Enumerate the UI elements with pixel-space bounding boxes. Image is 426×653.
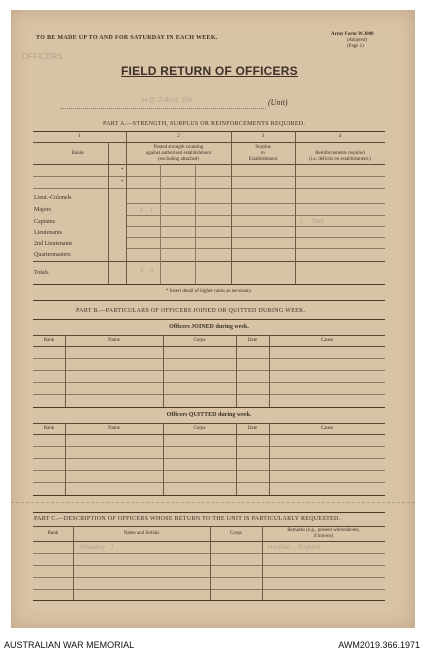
form-title: FIELD RETURN OF OFFICERS bbox=[121, 64, 298, 78]
col-surplus-line1: Surplus bbox=[255, 145, 271, 150]
part-a-row-1 bbox=[33, 176, 385, 177]
unit-line bbox=[60, 108, 266, 109]
rank-lieutenants: Lieutenants bbox=[34, 230, 62, 236]
handwriting-figures-3: 3 3 bbox=[140, 268, 154, 274]
joined-rule-bottom bbox=[33, 407, 385, 408]
col-posted-line2: against authorised establishment bbox=[146, 151, 211, 156]
handwriting-part-c-2: Hospital ... England bbox=[268, 545, 321, 551]
part-c-col-name: Name and Initials bbox=[123, 531, 160, 536]
part-c-row-4 bbox=[33, 589, 385, 590]
star-marker-1: * bbox=[121, 168, 124, 173]
handwriting-unit: H.Q. 2 Aust. Div. bbox=[142, 97, 194, 104]
form-page: (Page 1) bbox=[347, 44, 364, 49]
quitted-rule-bottom bbox=[33, 495, 385, 496]
part-a-row-7 bbox=[126, 248, 385, 249]
quitted-row-3 bbox=[33, 470, 385, 471]
part-c-rule-top bbox=[33, 512, 385, 513]
col-number-3: 3 bbox=[261, 134, 265, 139]
col-posted-line3: (excluding attached) bbox=[158, 157, 199, 162]
quitted-divider-1 bbox=[65, 423, 66, 495]
totals-label: Totals bbox=[34, 270, 49, 276]
col-posted-line1: Posted strength counting bbox=[153, 145, 204, 150]
rank-lieut-colonels: Lieut.-Colonels bbox=[34, 195, 72, 201]
part-c-rule-heading bbox=[33, 526, 385, 527]
part-a-row-2 bbox=[33, 188, 385, 189]
footer-institution: AUSTRALIAN WAR MEMORIAL bbox=[4, 640, 135, 650]
col-surplus-line3: Establishment bbox=[248, 157, 278, 162]
part-c-divider-3 bbox=[262, 526, 263, 600]
part-a-col-divider-3 bbox=[295, 131, 296, 284]
col-reinf-line2: (i.e. deficits on establishment.) bbox=[309, 157, 371, 162]
joined-col-rank: Rank bbox=[43, 338, 55, 343]
quitted-row-2 bbox=[33, 458, 385, 459]
quitted-rule-top bbox=[33, 423, 385, 424]
quitted-divider-3 bbox=[236, 423, 237, 495]
quitted-col-cause: Cause bbox=[320, 426, 334, 431]
part-b-rule-heading bbox=[33, 319, 385, 320]
part-a-rule-bottom bbox=[33, 284, 385, 285]
part-c-col-remarks-line2: if known) bbox=[313, 534, 334, 539]
joined-col-corps: Corps bbox=[193, 338, 206, 343]
rank-quartermasters: Quartermasters bbox=[34, 252, 71, 258]
joined-rule-top bbox=[33, 335, 385, 336]
part-c-col-remarks-line1: Remarks (e.g., present whereabouts, bbox=[287, 528, 360, 533]
header-instruction: TO BE MADE UP TO AND FOR SATURDAY IN EACH WEEK. bbox=[36, 35, 218, 41]
quitted-row-4 bbox=[33, 482, 385, 483]
joined-title: Officers JOINED during week. bbox=[169, 324, 249, 330]
rank-captains: Captains bbox=[34, 219, 55, 225]
part-a-subcol-1 bbox=[160, 164, 161, 284]
quitted-rule-header bbox=[33, 434, 385, 435]
quitted-col-date: Date bbox=[247, 426, 258, 431]
part-c-col-corps: Corps bbox=[230, 531, 242, 536]
part-c-row-3 bbox=[33, 577, 385, 578]
quitted-col-rank: Rank bbox=[43, 426, 55, 431]
handwriting-figures-1: 1 1 bbox=[140, 208, 154, 214]
part-a-subcol-2 bbox=[195, 164, 196, 284]
star-marker-2: * bbox=[121, 180, 124, 185]
part-a-col-divider-2 bbox=[231, 131, 232, 284]
rank-majors: Majors bbox=[34, 207, 51, 213]
joined-row-4 bbox=[33, 394, 385, 395]
joined-col-name: Name bbox=[108, 338, 120, 343]
handwriting-figures-2: 1 ... Staff bbox=[300, 219, 324, 225]
joined-row-1 bbox=[33, 358, 385, 359]
joined-divider-3 bbox=[236, 335, 237, 407]
footer-accession-number: AWM2019.366.1971 bbox=[338, 640, 420, 650]
joined-row-2 bbox=[33, 370, 385, 371]
part-b-heading: PART B.—PARTICULARS OF OFFICERS JOINED OR QUITTED DURING WEEK. bbox=[76, 308, 306, 314]
quitted-col-corps: Corps bbox=[193, 426, 206, 431]
quitted-row-1 bbox=[33, 446, 385, 447]
part-a-row-6 bbox=[126, 237, 385, 238]
quitted-col-name: Name bbox=[108, 426, 120, 431]
part-c-row-1 bbox=[33, 553, 385, 554]
part-b-rule-top bbox=[33, 300, 385, 301]
joined-col-cause: Cause bbox=[320, 338, 334, 343]
col-surplus-line2: to bbox=[261, 151, 265, 156]
col-number-4: 4 bbox=[338, 134, 342, 139]
part-c-divider-2 bbox=[210, 526, 211, 600]
joined-divider-2 bbox=[163, 335, 164, 407]
joined-divider-1 bbox=[65, 335, 66, 407]
part-a-heading: PART A.—STRENGTH, SURPLUS OR REINFORCEMENTS REQUIRED. bbox=[103, 121, 306, 127]
quitted-title: Officers QUITTED during week. bbox=[166, 412, 252, 418]
joined-col-date: Date bbox=[247, 338, 258, 343]
joined-row-3 bbox=[33, 382, 385, 383]
col-number-1: 1 bbox=[78, 134, 81, 139]
part-a-col-divider-1 bbox=[126, 131, 127, 284]
part-a-row-4 bbox=[126, 215, 385, 216]
part-c-rule-header bbox=[33, 541, 385, 542]
part-a-rule-nums bbox=[33, 142, 385, 143]
quitted-divider-2 bbox=[163, 423, 164, 495]
rank-2nd-lieutenants: 2nd Lieutenants bbox=[34, 241, 73, 247]
col-number-2: 2 bbox=[177, 134, 180, 139]
col-reinf-line1: Reinforcements required bbox=[315, 151, 365, 156]
unit-label: (Unit) bbox=[268, 98, 288, 107]
handwriting-margin: OFFICERS bbox=[22, 52, 63, 61]
quitted-divider-4 bbox=[269, 423, 270, 495]
part-c-heading: PART C.—DESCRIPTION OF OFFICERS WHOSE RETURN TO THE UNIT IS PARTICULARLY REQUESTED. bbox=[34, 516, 341, 522]
handwriting-part-c-1: Wheatley J. bbox=[80, 545, 115, 551]
part-c-rule-bottom bbox=[33, 600, 385, 601]
part-c-col-rank: Rank bbox=[47, 531, 59, 536]
part-a-row-3 bbox=[126, 203, 385, 204]
part-c-row-2 bbox=[33, 565, 385, 566]
part-a-rule-before-totals bbox=[33, 261, 385, 262]
form-adapted: (Adapted) bbox=[347, 38, 367, 43]
part-a-rule-top bbox=[33, 131, 385, 132]
joined-rule-header bbox=[33, 346, 385, 347]
part-a-footnote: * Insert detail of higher ranks as necessary. bbox=[165, 289, 253, 294]
col-ranks-header: Ranks bbox=[71, 151, 85, 156]
part-a-rule-header bbox=[33, 164, 385, 165]
fold-crease bbox=[11, 502, 415, 503]
part-a-row-5 bbox=[126, 226, 385, 227]
joined-divider-4 bbox=[269, 335, 270, 407]
form-number: Army Form W.3008 bbox=[331, 32, 374, 37]
part-a-col-divider-star bbox=[108, 142, 109, 284]
part-c-divider-1 bbox=[73, 526, 74, 600]
